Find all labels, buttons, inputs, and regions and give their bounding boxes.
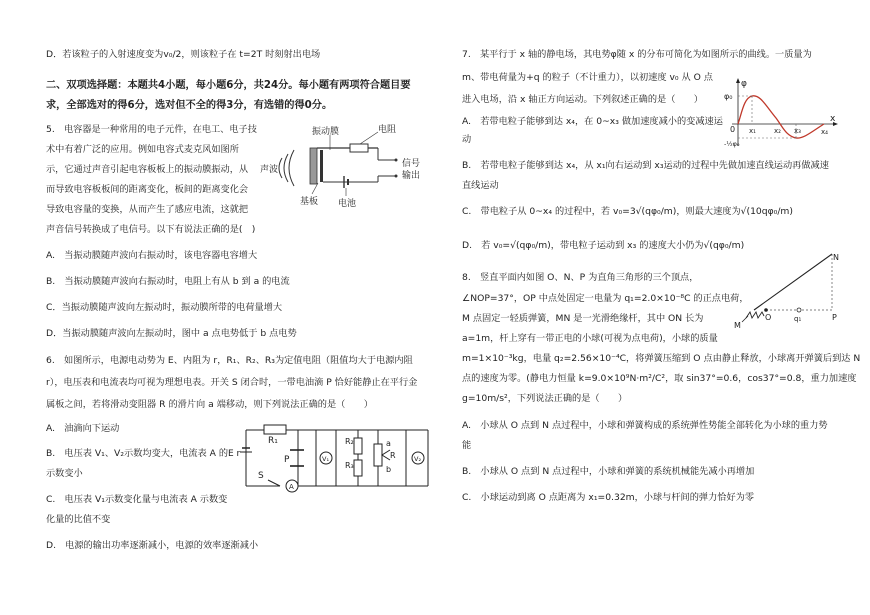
voltmeter-v1-label: V₁ <box>322 455 330 463</box>
label-oil-drop: P <box>284 455 290 465</box>
label-point-p: P <box>832 313 837 322</box>
q5-line: 术中有着广泛的应用。例如电容式麦克风如图所 <box>46 144 239 155</box>
q6-option-b-cont: 示数变小 <box>46 468 83 479</box>
q8-line: 点的速度为零。(静电力恒量 k=9.0×10⁹N·m²/C²，取 sin37°=0.6，cos37°=0.8，重力加速度 <box>462 373 857 384</box>
label-x4: x₄ <box>821 128 828 136</box>
q8-line: g=10m/s²，下列说法正确的是（ ） <box>462 393 628 404</box>
label-x3: x₃ <box>794 127 801 135</box>
q6-option-b: B. 电压表 V₁、V₂示数均变大，电流表 A 的 <box>46 448 229 459</box>
axis-x: x <box>830 114 836 124</box>
label-output: 输出 <box>402 171 421 181</box>
q8-line: M 点固定一轻质弹簧，MN 是一光滑绝缘杆，其中 ON 长为 <box>462 313 704 324</box>
label-origin: 0 <box>730 125 736 134</box>
label-signal: 信号 <box>402 159 421 169</box>
label-neg-half-phi0: -½φ₀ <box>724 140 740 148</box>
label-emf: E r <box>228 449 241 459</box>
q8-line: ∠NOP=37°，OP 中点处固定一电量为 q₁=2.0×10⁻⁸C 的正点电荷， <box>462 293 749 304</box>
q7-option-b: B. 若带电粒子能够到达 x₄，从 x₁向右运动到 x₃运动的过程中先做加速直线运动再做减速 <box>462 160 829 171</box>
section2-heading-2: 求，全部选对的得6分，选对但不全的得3分，有选错的得0分。 <box>46 100 333 111</box>
q6-option-c: C. 电压表 V₁示数变化量与电流表 A 示数变 <box>46 494 228 505</box>
q5-microphone-diagram <box>260 120 430 210</box>
q6-option-c-cont: 化量的比值不变 <box>46 514 111 525</box>
q8-line: m=1×10⁻³kg，电量 q₂=2.56×10⁻⁴C，将弹簧压缩到 O 点由静止释放，小球离开弹簧后到达 N <box>462 353 861 364</box>
q7-option-a: A. 若带电粒子能够到达 x₄，在 0~x₃ 做加速度减小的变减速运 <box>462 116 723 127</box>
label-base-plate: 基板 <box>300 197 319 207</box>
q6-option-a: A. 油滴向下运动 <box>46 423 120 434</box>
label-terminal-a: a <box>386 439 391 448</box>
q5-option-c: C．当振动膜随声波向左振动时，振动膜所带的电荷量增大 <box>46 302 283 313</box>
label-resistor: 电阻 <box>378 125 397 135</box>
q5-line: 声音信号转换成了电信号。以下有说法正确的是( ) <box>46 224 256 235</box>
label-charge-q1: q₁ <box>794 315 802 323</box>
q8-line: a=1m，杆上穿有一带正电的小球(可视为点电荷)，小球的质量 <box>462 333 718 344</box>
q8-option-a-cont: 能 <box>462 440 472 451</box>
label-sound-wave: 声波 <box>260 165 279 175</box>
q5-option-b: B. 当振动膜随声波向右振动时，电阻上有从 b 到 a 的电流 <box>46 276 290 287</box>
q7-option-b-cont: 直线运动 <box>462 180 499 191</box>
label-x1: x₁ <box>749 127 756 135</box>
q7-option-a-cont: 动 <box>462 134 472 145</box>
q5-line: 5. 电容器是一种常用的电子元件，在电工、电子技 <box>46 124 257 135</box>
q8-line: 8. 竖直平面内如图 O、N、P 为直角三角形的三个顶点， <box>462 272 699 283</box>
label-rheostat: R <box>390 451 396 460</box>
label-phi0: φ₀ <box>724 92 733 101</box>
q8-option-c: C. 小球运动到离 O 点距离为 x₁=0.32m，小球与杆间的弹力恰好为零 <box>462 492 755 503</box>
ammeter-label: A <box>289 483 294 491</box>
q8-option-b: B. 小球从 O 点到 N 点过程中，小球和弹簧的系统机械能先减小再增加 <box>462 466 755 477</box>
q6-line: r），电压表和电流表均可视为理想电表。开关 S 闭合时，一带电油滴 P 恰好能静止在平行金 <box>46 377 418 388</box>
label-switch: S <box>258 471 264 481</box>
q5-line: 示，它通过声音引起电容板板上的振动膜振动，从 <box>46 164 249 175</box>
q7-line: 7. 某平行于 x 轴的静电场，其电势φ随 x 的分布可简化为如图所示的曲线。一质量为 <box>462 49 812 60</box>
q7-line: m、带电荷量为+q 的粒子（不计重力），以初速度 v₀ 从 O 点 <box>462 72 713 83</box>
q7-option-c: C. 带电粒子从 0~x₄ 的过程中，若 v₀=3√(qφ₀/m)，则最大速度为√(10qφ₀/m) <box>462 206 793 217</box>
q4-option-d: D．若该粒子的入射速度变为v₀/2，则该粒子在 t=2T 时刻射出电场 <box>46 49 321 60</box>
q6-option-d: D. 电源的输出功率逐渐减小，电源的效率逐渐减小 <box>46 540 259 551</box>
q7-potential-graph <box>724 76 840 150</box>
q8-triangle-diagram <box>732 248 840 332</box>
q5-option-d: D．当振动膜随声波向左振动时，图中 a 点电势低于 b 点电势 <box>46 328 297 339</box>
section2-heading-1: 二、双项选择题：本题共4小题，每小题6分，共24分。每小题有两项符合题目要 <box>46 80 411 91</box>
axis-phi: φ <box>741 79 747 89</box>
q6-line: 6. 如图所示，电源电动势为 E、内阻为 r，R₁、R₂、R₃为定值电阻（阻值均大于电源内阻 <box>46 355 413 366</box>
q7-line: 进入电场，沿 x 轴正方向运动。下列叙述正确的是（ ） <box>462 94 703 105</box>
label-point-o: O <box>765 313 772 322</box>
q5-line: 而导致电容板板间的距离变化，板间的距离变化会 <box>46 184 249 195</box>
q8-option-a: A. 小球从 O 点到 N 点过程中，小球和弹簧构成的系统弹性势能全部转化为小球的重力势 <box>462 420 828 431</box>
label-terminal-b: b <box>386 465 392 474</box>
label-r3: R₃ <box>345 461 354 470</box>
label-point-n: N <box>833 253 839 262</box>
label-r2: R₂ <box>345 437 354 446</box>
label-battery: 电池 <box>338 199 357 209</box>
q5-line: 导致电容量的变换，从而产生了感应电流，这就把 <box>46 204 249 215</box>
label-x2: x₂ <box>774 127 781 135</box>
q6-circuit-diagram <box>228 422 438 498</box>
label-diaphragm: 振动膜 <box>312 127 340 137</box>
q5-option-a: A. 当振动膜随声波向右振动时，该电容器电容增大 <box>46 250 258 261</box>
q6-line: 属板之间，若将滑动变阻器 R 的滑片向 a 端移动，则下列说法正确的是（ ） <box>46 399 373 410</box>
voltmeter-v2-label: V₂ <box>414 455 422 463</box>
label-point-m: M <box>734 321 741 330</box>
label-r1: R₁ <box>268 436 278 446</box>
q7-option-d: D. 若 v₀=√(qφ₀/m)，带电粒子运动到 x₃ 的速度大小仍为√(qφ₀/m) <box>462 240 745 251</box>
